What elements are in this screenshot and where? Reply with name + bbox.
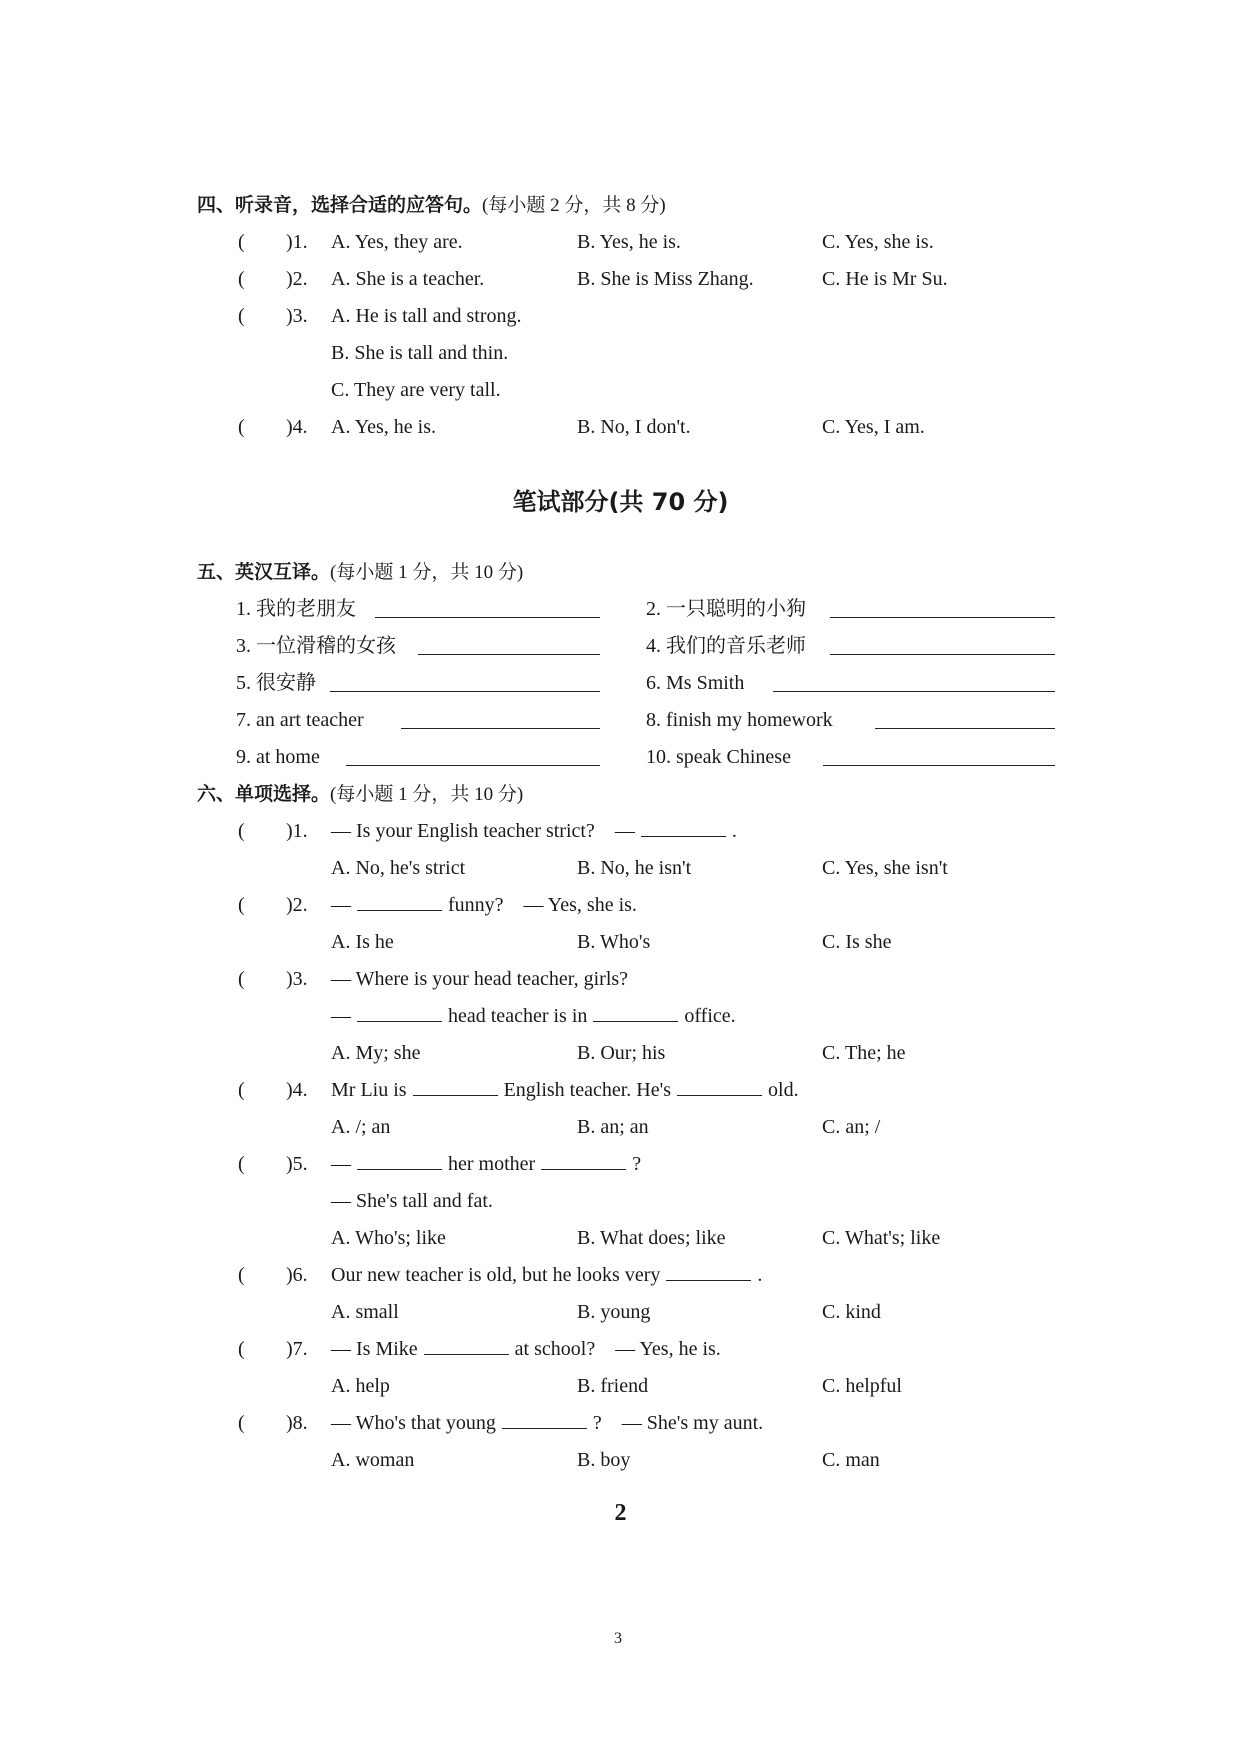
stem-text: ? xyxy=(592,1412,602,1434)
stem-text: Our new teacher is old, but he looks very xyxy=(331,1264,661,1286)
stem-text: — xyxy=(331,1005,351,1027)
option-c: C. man xyxy=(822,1449,880,1471)
stem-text: her mother xyxy=(448,1153,536,1175)
section-heading xyxy=(197,776,523,813)
section-listening xyxy=(0,187,1241,446)
option-a: A. He is tall and strong. xyxy=(331,305,522,327)
q-num: )8. xyxy=(286,1412,308,1434)
translation-item: 7. an art teacher xyxy=(236,709,364,731)
option-c: C. What's; like xyxy=(822,1227,941,1249)
option-b: B. She is tall and thin. xyxy=(331,342,509,364)
q-num: )6. xyxy=(286,1264,308,1286)
q-num: )3. xyxy=(286,968,308,990)
heading-note: (每小题 1 分，共 10 分) xyxy=(330,562,524,583)
option-c: C. They are very tall. xyxy=(331,379,501,401)
heading-text: 四、听录音，选择合适的应答句。 xyxy=(197,194,483,216)
option-b: B. young xyxy=(577,1301,651,1323)
answer-blank[interactable] xyxy=(413,1073,498,1096)
answer-paren[interactable]: ( xyxy=(238,1264,245,1286)
heading-note: (每小题 2 分，共 8 分) xyxy=(482,195,666,216)
answer-paren[interactable]: ( xyxy=(238,305,245,327)
answer-blank[interactable] xyxy=(357,999,442,1022)
question-row xyxy=(0,1072,1241,1109)
stem-text: — Is Mike xyxy=(331,1338,418,1360)
option-b: B. No, he isn't xyxy=(577,857,692,879)
translation-item: 2. 一只聪明的小狗 xyxy=(646,598,806,620)
answer-line[interactable] xyxy=(330,691,600,692)
option-a: A. My; she xyxy=(331,1042,421,1064)
page-number: 2 xyxy=(614,1500,627,1526)
answer-line[interactable] xyxy=(823,765,1055,766)
question-row xyxy=(0,887,1241,924)
option-b: B. friend xyxy=(577,1375,649,1397)
answer-blank[interactable] xyxy=(424,1332,509,1355)
q-num: )5. xyxy=(286,1153,308,1175)
answer-line[interactable] xyxy=(346,765,600,766)
option-a: A. Yes, he is. xyxy=(331,416,437,438)
answer-blank[interactable] xyxy=(357,888,442,911)
translation-item: 10. speak Chinese xyxy=(646,746,791,768)
section-heading xyxy=(197,187,666,224)
question-row xyxy=(0,961,1241,998)
answer-paren[interactable]: ( xyxy=(238,416,245,438)
option-b: B. an; an xyxy=(577,1116,649,1138)
option-a: A. Is he xyxy=(331,931,394,953)
stem-text: — She's my aunt. xyxy=(621,1412,764,1434)
answer-paren[interactable]: ( xyxy=(238,1338,245,1360)
option-a: A. No, he's strict xyxy=(331,857,466,879)
translation-item: 3. 一位滑稽的女孩 xyxy=(236,635,396,657)
answer-line[interactable] xyxy=(830,617,1055,618)
answer-paren[interactable]: ( xyxy=(238,268,245,290)
stem-text: funny? xyxy=(448,894,504,916)
answer-line[interactable] xyxy=(830,654,1055,655)
answer-blank[interactable] xyxy=(666,1258,751,1281)
option-c: C. Is she xyxy=(822,931,892,953)
option-c: C. kind xyxy=(822,1301,881,1323)
answer-paren[interactable]: ( xyxy=(238,1412,245,1434)
option-a: A. woman xyxy=(331,1449,415,1471)
answer-line[interactable] xyxy=(875,728,1055,729)
question-row xyxy=(0,224,1241,261)
option-c: C. Yes, she is. xyxy=(822,231,934,253)
answer-line[interactable] xyxy=(401,728,600,729)
stem-text: — xyxy=(614,820,635,842)
stem-text: — Where is your head teacher, girls? xyxy=(331,968,629,990)
answer-blank[interactable] xyxy=(641,814,726,837)
heading-text: 五、英汉互译。 xyxy=(197,561,331,583)
written-part-title: 笔试部分(共 70 分) xyxy=(512,488,729,516)
answer-blank[interactable] xyxy=(677,1073,762,1096)
translation-item: 5. 很安静 xyxy=(236,672,316,694)
option-a: A. help xyxy=(331,1375,390,1397)
answer-blank[interactable] xyxy=(541,1147,626,1170)
question-row xyxy=(0,1331,1241,1368)
option-c: C. helpful xyxy=(822,1375,902,1397)
q-num: )1. xyxy=(286,231,308,253)
stem-text: — Yes, she is. xyxy=(523,894,637,916)
stem-text: Mr Liu is xyxy=(331,1079,407,1101)
q-num: )3. xyxy=(286,305,308,327)
q-num: )2. xyxy=(286,894,308,916)
option-b: B. boy xyxy=(577,1449,631,1471)
option-a: A. Who's; like xyxy=(331,1227,446,1249)
answer-blank[interactable] xyxy=(357,1147,442,1170)
q-num: )7. xyxy=(286,1338,308,1360)
q-num: )2. xyxy=(286,268,308,290)
option-b: B. Our; his xyxy=(577,1042,666,1064)
option-a: A. Yes, they are. xyxy=(331,231,463,253)
translation-item: 6. Ms Smith xyxy=(646,672,745,694)
answer-paren[interactable]: ( xyxy=(238,1079,245,1101)
sheet-number: 3 xyxy=(614,1630,622,1647)
stem-text: — Who's that young xyxy=(331,1412,496,1434)
translation-item: 9. at home xyxy=(236,746,320,768)
option-a: A. small xyxy=(331,1301,399,1323)
translation-item: 1. 我的老朋友 xyxy=(236,598,356,620)
answer-paren[interactable]: ( xyxy=(238,968,245,990)
q-num: )4. xyxy=(286,1079,308,1101)
option-c: C. The; he xyxy=(822,1042,906,1064)
option-b: B. No, I don't. xyxy=(577,416,691,438)
answer-paren[interactable]: ( xyxy=(238,894,245,916)
stem-text: — xyxy=(331,1153,351,1175)
answer-blank[interactable] xyxy=(502,1406,587,1429)
answer-blank[interactable] xyxy=(593,999,678,1022)
stem-text: office. xyxy=(684,1005,736,1027)
answer-line[interactable] xyxy=(375,617,600,618)
stem-text: — She's tall and fat. xyxy=(331,1190,493,1212)
question-row xyxy=(0,298,1241,335)
answer-paren[interactable]: ( xyxy=(238,1153,245,1175)
translation-item: 8. finish my homework xyxy=(646,709,833,731)
stem-text: — xyxy=(331,894,351,916)
option-a: A. She is a teacher. xyxy=(331,268,485,290)
option-c: C. Yes, I am. xyxy=(822,416,925,438)
section-translation xyxy=(0,554,1241,776)
answer-line[interactable] xyxy=(773,691,1055,692)
heading-text: 六、单项选择。 xyxy=(197,783,331,805)
translation-item: 4. 我们的音乐老师 xyxy=(646,635,806,657)
stem-text: . xyxy=(757,1264,763,1286)
question-row xyxy=(0,1405,1241,1442)
section-multiple-choice xyxy=(0,776,1241,1479)
stem-text: old. xyxy=(768,1079,799,1101)
section-heading xyxy=(197,554,523,591)
option-c: C. He is Mr Su. xyxy=(822,268,948,290)
q-num: )1. xyxy=(286,820,308,842)
option-b: B. Who's xyxy=(577,931,651,953)
question-row xyxy=(0,813,1241,850)
option-a: A. /; an xyxy=(331,1116,391,1138)
stem-text: at school? xyxy=(514,1338,596,1360)
stem-text: ? xyxy=(632,1153,642,1175)
question-row xyxy=(0,409,1241,446)
answer-paren[interactable]: ( xyxy=(238,820,245,842)
stem-text: . xyxy=(731,820,737,842)
answer-line[interactable] xyxy=(418,654,600,655)
question-row xyxy=(0,1257,1241,1294)
heading-note: (每小题 1 分，共 10 分) xyxy=(330,784,524,805)
answer-paren[interactable]: ( xyxy=(238,231,245,253)
stem-text: head teacher is in xyxy=(448,1005,588,1027)
question-row xyxy=(0,1146,1241,1183)
option-b: B. What does; like xyxy=(577,1227,726,1249)
option-c: C. an; / xyxy=(822,1116,881,1138)
stem-text: — Is your English teacher strict? xyxy=(331,820,595,842)
stem-text: English teacher. He's xyxy=(503,1079,672,1101)
option-c: C. Yes, she isn't xyxy=(822,857,948,879)
question-row xyxy=(0,261,1241,298)
option-b: B. She is Miss Zhang. xyxy=(577,268,754,290)
option-b: B. Yes, he is. xyxy=(577,231,681,253)
stem-text: — Yes, he is. xyxy=(615,1338,721,1360)
q-num: )4. xyxy=(286,416,308,438)
